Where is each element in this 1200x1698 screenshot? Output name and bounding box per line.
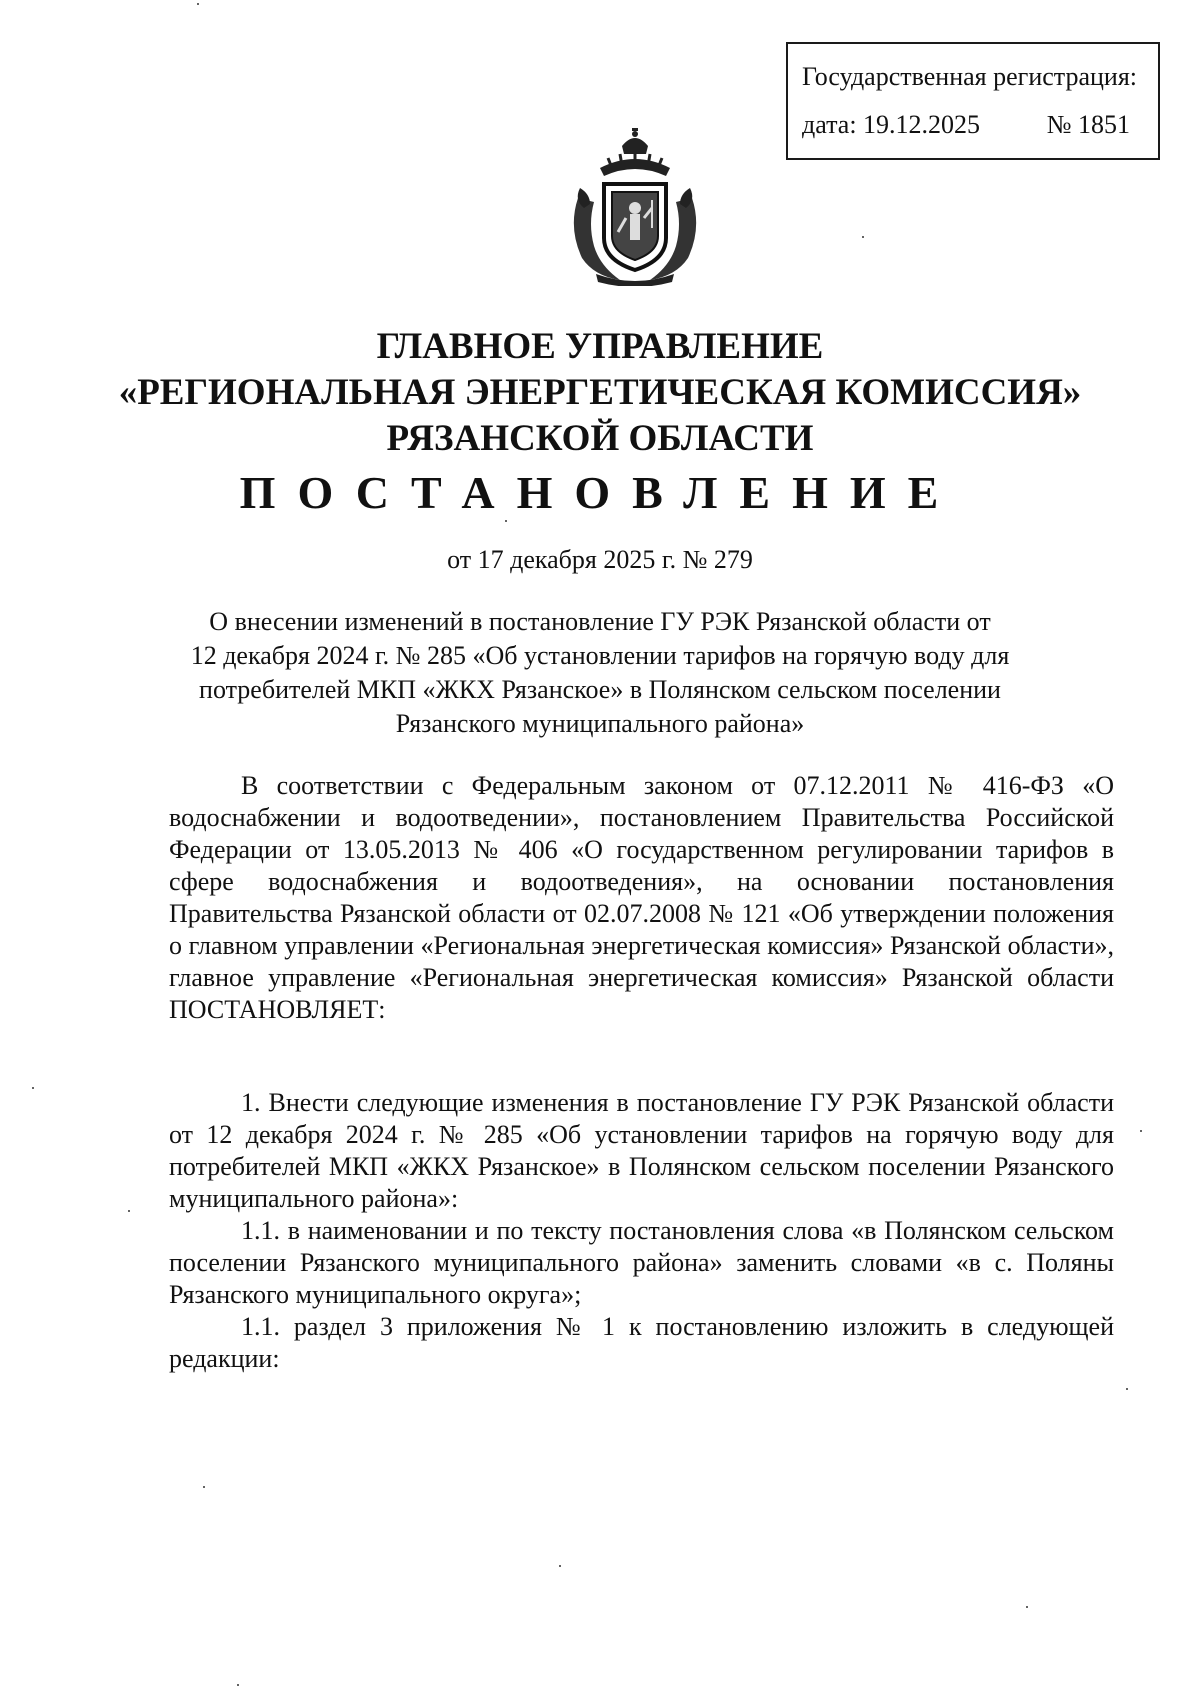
scan-speck: [559, 1565, 561, 1567]
point-1-1-rename: 1.1. в наименовании и по тексту постановления слова «в Полянском сельском поселении Рязанского муниципального района» заменить словами «в с. Поляны Рязанского муниципального округа»;: [169, 1216, 1114, 1309]
authority-heading-line-3: РЯЗАНСКОЙ ОБЛАСТИ: [386, 418, 814, 459]
point-1-1-section-3: 1.1. раздел 3 приложения № 1 к постановлению изложить в следующей редакции:: [169, 1312, 1114, 1373]
registration-stamp: [786, 42, 1160, 160]
document-type-title: ПОСТАНОВЛЕНИЕ: [239, 467, 961, 518]
subject-line-1: О внесении изменений в постановление ГУ РЭК Рязанской области от: [209, 607, 991, 636]
resolution-points: [169, 1087, 1114, 1375]
scan-speck: [1140, 1130, 1142, 1132]
scan-speck: [1026, 1606, 1028, 1608]
scan-speck: [1126, 1388, 1128, 1390]
scan-speck: [32, 1087, 34, 1089]
authority-heading-line-1: ГЛАВНОЕ УПРАВЛЕНИЕ: [376, 326, 824, 367]
document-date-number: от 17 декабря 2025 г. № 279: [447, 545, 753, 574]
scan-speck: [203, 1486, 205, 1488]
point-1: 1. Внести следующие изменения в постановление ГУ РЭК Рязанской области от 12 декабря 2024 г. № 285 «Об установлении тарифов на горячую воду для потребителей МКП «ЖКХ Рязанское» в Полянском сельском поселении Рязанского муниципального района»:: [169, 1088, 1114, 1213]
authority-heading: [0, 324, 1200, 462]
document-subject: [150, 605, 1050, 741]
subject-line-3: потребителей МКП «ЖКХ Рязанское» в Полянском сельском поселении: [199, 675, 1001, 704]
registration-title: Государственная регистрация:: [802, 62, 1138, 91]
scan-speck: [197, 3, 199, 5]
ryazan-oblast-coat-of-arms-icon: [560, 128, 710, 286]
subject-line-2: 12 декабря 2024 г. № 285 «Об установлении тарифов на горячую воду для: [190, 641, 1010, 670]
scan-speck: [128, 1210, 130, 1212]
scan-speck: [505, 520, 507, 522]
subject-line-4: Рязанского муниципального района»: [395, 709, 805, 738]
scan-speck: [862, 236, 864, 238]
registration-date: дата: 19.12.2025: [802, 110, 981, 139]
authority-heading-line-2: «РЕГИОНАЛЬНАЯ ЭНЕРГЕТИЧЕСКАЯ КОМИССИЯ»: [118, 372, 1082, 413]
preamble-paragraph: В соответствии с Федеральным законом от 07.12.2011 № 416-ФЗ «О водоснабжении и водоотведении», постановлением Правительства Российской Федерации от 13.05.2013 № 406 «О государственном регулировании тарифов в сфере водоснабжения и водоотведения», на основании постановления Правительства Рязанской области от 02.07.2008 № 121 «Об утверждении положения о главном управлении «Региональная энергетическая комиссия» Рязанской области», главное управление «Региональная энергетическая комиссия» Рязанской области ПОСТАНОВЛЯЕТ:: [169, 771, 1114, 1024]
scan-speck: [237, 1684, 239, 1686]
registration-number: № 1851: [1046, 110, 1130, 139]
preamble: [169, 770, 1114, 1026]
